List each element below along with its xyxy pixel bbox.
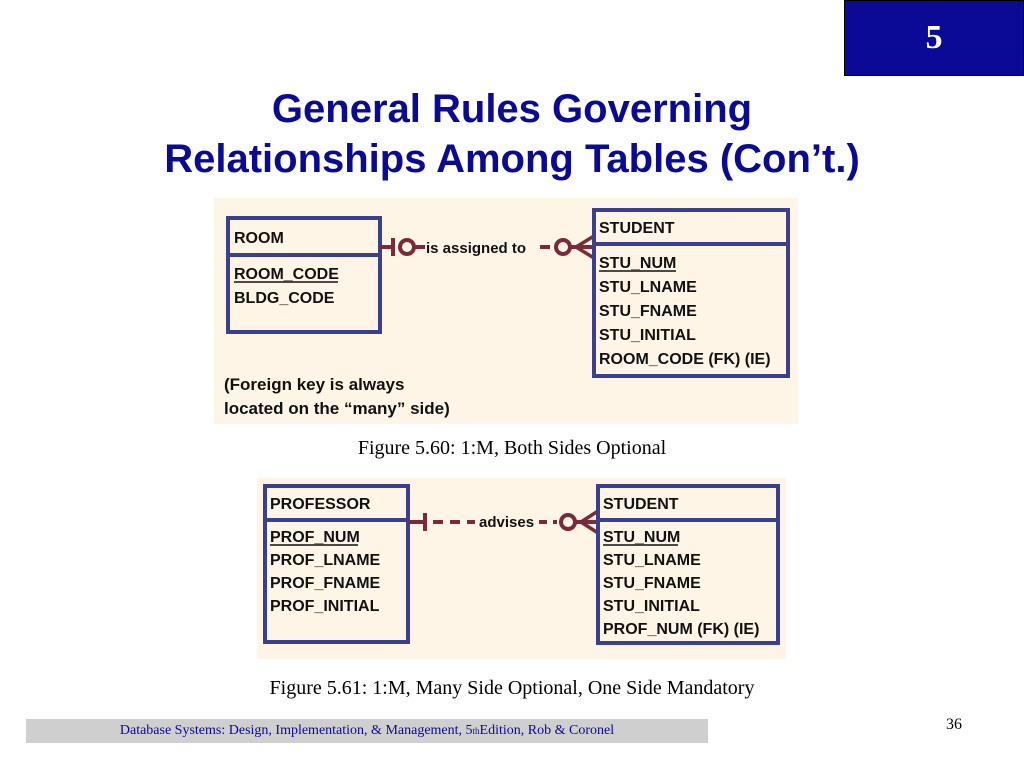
slide-title-line-2: Relationships Among Tables (Con’t.)	[164, 137, 860, 181]
professor-attr-prof-lname: PROF_LNAME	[270, 552, 381, 569]
room-attr-bldg-code: BLDG_CODE	[234, 290, 335, 307]
figure-5-60-caption: Figure 5.60: 1:M, Both Sides Optional	[357, 437, 667, 459]
foreign-key-note-line-1: (Foreign key is always	[224, 375, 405, 394]
footer-citation: Database Systems: Design, Implementation, & Management, 5 th Edition, Rob & Coronel	[26, 719, 708, 743]
relationship-label: is assigned to	[426, 240, 527, 257]
room-entity-name: ROOM	[234, 230, 284, 247]
relationship-advises-label: advises	[479, 514, 535, 531]
professor-entity-name: PROFESSOR	[270, 496, 371, 513]
student-attr-stu-initial: STU_INITIAL	[599, 327, 696, 344]
student-2-attr-stu-fname: STU_FNAME	[603, 575, 701, 592]
professor-attr-prof-initial: PROF_INITIAL	[270, 598, 380, 615]
page-number: 36	[946, 716, 962, 733]
professor-entity	[265, 486, 408, 642]
room-entity	[228, 218, 380, 332]
slide-title	[0, 84, 1024, 184]
student-2-attr-prof-num-fk: PROF_NUM (FK) (IE)	[603, 621, 760, 638]
student-2-attr-stu-num: STU_NUM	[603, 529, 681, 546]
footer-text-before: Database Systems: Design, Implementation, & Management, 5	[119, 723, 473, 738]
relationship-is-assigned-to	[380, 236, 594, 258]
figure-5-61-diagram	[257, 478, 786, 659]
student-2-attr-stu-lname: STU_LNAME	[603, 552, 701, 569]
student-attr-stu-lname: STU_LNAME	[599, 279, 697, 296]
professor-attr-prof-fname: PROF_FNAME	[270, 575, 381, 592]
professor-attr-prof-num: PROF_NUM	[270, 529, 360, 546]
student-attr-stu-fname: STU_FNAME	[599, 303, 697, 320]
figure-5-61-caption: Figure 5.61: 1:M, Many Side Optional, One Side Mandatory	[269, 677, 755, 699]
student-entity	[594, 210, 788, 376]
room-attr-room-code: ROOM_CODE	[234, 266, 339, 283]
student-2-entity-name: STUDENT	[603, 496, 679, 513]
foreign-key-note-line-2: located on the “many” side)	[224, 399, 450, 418]
student-attr-room-code-fk: ROOM_CODE (FK) (IE)	[599, 351, 771, 368]
figure-5-60-diagram	[214, 198, 798, 424]
relationship-advises	[408, 511, 598, 533]
student-attr-stu-num: STU_NUM	[599, 255, 677, 272]
chapter-badge: 5	[844, 0, 1024, 76]
student-2-attr-stu-initial: STU_INITIAL	[603, 598, 700, 615]
student-entity-2	[598, 486, 778, 643]
slide-title-line-1: General Rules Governing	[271, 87, 753, 131]
footer-text-after: Edition, Rob & Coronel	[479, 723, 615, 738]
student-entity-name: STUDENT	[599, 220, 675, 237]
